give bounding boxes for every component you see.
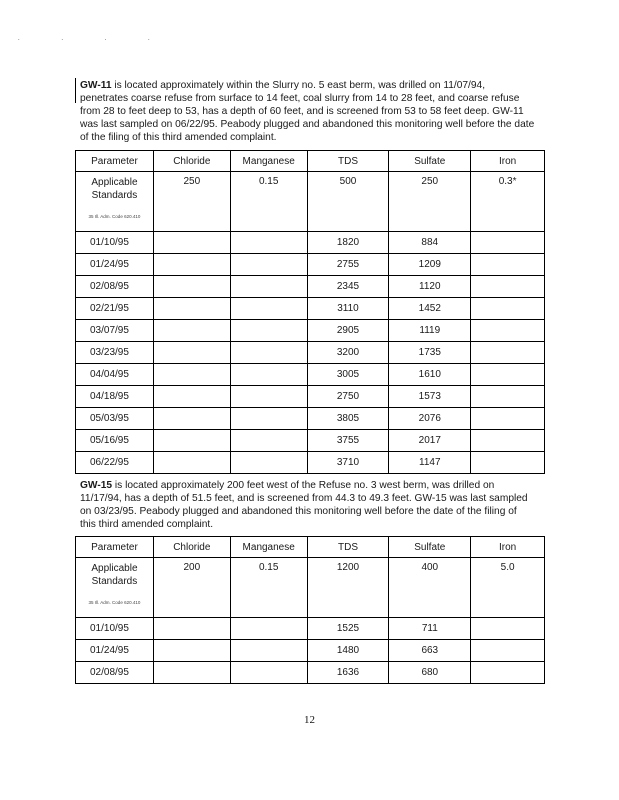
table-row	[76, 364, 545, 386]
row-iron	[471, 662, 545, 684]
row-tds: 1820	[307, 232, 389, 254]
row-date: 06/22/95	[76, 452, 154, 474]
standards-label-cell	[76, 172, 154, 232]
gw15-header-row	[76, 537, 545, 558]
header-manganese: Manganese	[230, 151, 307, 172]
gw11-well-id: GW-11	[80, 80, 112, 91]
gw11-description: is located approximately within the Slurry no. 5 east berm, was drilled on 11/07/94, penetrates coarse refuse from surface to 14 feet, coal slurry from 14 to 28 feet, and coarse refuse from 28 to feet deep to 53, has a depth of 60 feet, and is screened from 53 to 58 feet deep. GW-11 was last sampled on 06/22/95. Peabody plugged and abandoned this monitoring well before the date of the filing of this third amended complaint.	[80, 80, 535, 143]
row-date: 01/24/95	[76, 254, 154, 276]
row-date: 01/10/95	[76, 232, 154, 254]
standards-label: Applicable Standards	[91, 563, 138, 587]
gw15-table	[75, 536, 545, 684]
table-row	[76, 640, 545, 662]
row-sulfate: 1120	[389, 276, 471, 298]
row-date: 04/18/95	[76, 386, 154, 408]
header-chloride: Chloride	[153, 537, 230, 558]
row-sulfate: 1573	[389, 386, 471, 408]
row-manganese	[230, 430, 307, 452]
row-iron	[471, 408, 545, 430]
row-date: 02/08/95	[76, 662, 154, 684]
table-row	[76, 320, 545, 342]
row-tds: 1525	[307, 618, 389, 640]
row-manganese	[230, 320, 307, 342]
gw11-standards-row	[76, 172, 545, 232]
row-date: 05/03/95	[76, 408, 154, 430]
row-tds: 2905	[307, 320, 389, 342]
standard-tds: 1200	[307, 558, 389, 618]
gw15-standards-row	[76, 558, 545, 618]
header-parameter: Parameter	[76, 151, 154, 172]
row-iron	[471, 342, 545, 364]
standard-iron: 5.0	[471, 558, 545, 618]
standards-citation: 35 Ill. Adm. Code 620.410	[88, 214, 141, 219]
row-date: 02/21/95	[76, 298, 154, 320]
row-manganese	[230, 618, 307, 640]
row-tds: 3005	[307, 364, 389, 386]
row-tds: 3110	[307, 298, 389, 320]
row-chloride	[153, 276, 230, 298]
row-date: 01/24/95	[76, 640, 154, 662]
row-chloride	[153, 364, 230, 386]
revision-bar	[75, 78, 76, 103]
row-sulfate: 1735	[389, 342, 471, 364]
row-manganese	[230, 342, 307, 364]
row-iron	[471, 640, 545, 662]
standards-label-cell	[76, 558, 154, 618]
row-sulfate: 663	[389, 640, 471, 662]
row-chloride	[153, 342, 230, 364]
row-iron	[471, 386, 545, 408]
table-row	[76, 232, 545, 254]
row-date: 02/08/95	[76, 276, 154, 298]
row-tds: 1480	[307, 640, 389, 662]
header-manganese: Manganese	[230, 537, 307, 558]
header-chloride: Chloride	[153, 151, 230, 172]
row-tds: 2750	[307, 386, 389, 408]
table-row	[76, 452, 545, 474]
row-date: 03/07/95	[76, 320, 154, 342]
standard-sulfate: 250	[389, 172, 471, 232]
table-row	[76, 298, 545, 320]
table-row	[76, 254, 545, 276]
standards-label: Applicable Standards	[91, 177, 138, 201]
row-tds: 3200	[307, 342, 389, 364]
row-manganese	[230, 662, 307, 684]
gw11-header-row	[76, 151, 545, 172]
row-sulfate: 1119	[389, 320, 471, 342]
row-tds: 2345	[307, 276, 389, 298]
row-tds: 3805	[307, 408, 389, 430]
row-chloride	[153, 640, 230, 662]
row-manganese	[230, 386, 307, 408]
row-chloride	[153, 430, 230, 452]
header-parameter: Parameter	[76, 537, 154, 558]
row-manganese	[230, 276, 307, 298]
row-tds: 3755	[307, 430, 389, 452]
row-manganese	[230, 640, 307, 662]
row-iron	[471, 452, 545, 474]
row-manganese	[230, 408, 307, 430]
row-date: 05/16/95	[76, 430, 154, 452]
standard-tds: 500	[307, 172, 389, 232]
row-iron	[471, 618, 545, 640]
gw11-table	[75, 150, 545, 474]
table-row	[76, 276, 545, 298]
row-manganese	[230, 364, 307, 386]
gw15-well-id: GW-15	[80, 480, 113, 491]
standard-chloride: 200	[153, 558, 230, 618]
standard-chloride: 250	[153, 172, 230, 232]
table-row	[76, 430, 545, 452]
row-chloride	[153, 386, 230, 408]
row-date: 01/10/95	[76, 618, 154, 640]
row-iron	[471, 298, 545, 320]
row-chloride	[153, 232, 230, 254]
row-chloride	[153, 452, 230, 474]
header-sulfate: Sulfate	[389, 151, 471, 172]
standard-sulfate: 400	[389, 558, 471, 618]
row-sulfate: 680	[389, 662, 471, 684]
row-sulfate: 1147	[389, 452, 471, 474]
standard-manganese: 0.15	[230, 172, 307, 232]
row-sulfate: 1209	[389, 254, 471, 276]
row-iron	[471, 232, 545, 254]
row-iron	[471, 364, 545, 386]
row-manganese	[230, 298, 307, 320]
row-sulfate: 2076	[389, 408, 471, 430]
row-sulfate: 884	[389, 232, 471, 254]
row-sulfate: 2017	[389, 430, 471, 452]
row-sulfate: 1452	[389, 298, 471, 320]
row-tds: 3710	[307, 452, 389, 474]
row-manganese	[230, 452, 307, 474]
gw11-paragraph	[80, 79, 535, 144]
row-chloride	[153, 254, 230, 276]
standard-iron: 0.3*	[471, 172, 545, 232]
row-chloride	[153, 320, 230, 342]
row-chloride	[153, 662, 230, 684]
standards-citation: 35 Ill. Adm. Code 620.410	[88, 600, 141, 605]
row-sulfate: 711	[389, 618, 471, 640]
table-row	[76, 618, 545, 640]
row-chloride	[153, 408, 230, 430]
header-iron: Iron	[471, 537, 545, 558]
scan-specks: . . . .	[18, 36, 170, 42]
row-sulfate: 1610	[389, 364, 471, 386]
table-row	[76, 662, 545, 684]
gw15-description: is located approximately 200 feet west of the Refuse no. 3 west berm, was drilled on 11/17/94, has a depth of 51.5 feet, and is screened from 44.3 to 49.3 feet. GW-15 was last sampled on 03/23/95. Peabody plugged and abandoned this monitoring well before the date of the filing of this third amended complaint.	[80, 480, 528, 530]
row-iron	[471, 254, 545, 276]
header-sulfate: Sulfate	[389, 537, 471, 558]
row-chloride	[153, 618, 230, 640]
table-row	[76, 386, 545, 408]
standard-manganese: 0.15	[230, 558, 307, 618]
row-iron	[471, 276, 545, 298]
table-row	[76, 408, 545, 430]
row-iron	[471, 430, 545, 452]
gw15-paragraph	[80, 479, 535, 531]
row-tds: 2755	[307, 254, 389, 276]
row-chloride	[153, 298, 230, 320]
row-manganese	[230, 232, 307, 254]
row-tds: 1636	[307, 662, 389, 684]
row-date: 04/04/95	[76, 364, 154, 386]
row-date: 03/23/95	[76, 342, 154, 364]
page-number: 12	[304, 714, 315, 726]
table-row	[76, 342, 545, 364]
row-manganese	[230, 254, 307, 276]
header-tds: TDS	[307, 151, 389, 172]
header-iron: Iron	[471, 151, 545, 172]
row-iron	[471, 320, 545, 342]
header-tds: TDS	[307, 537, 389, 558]
